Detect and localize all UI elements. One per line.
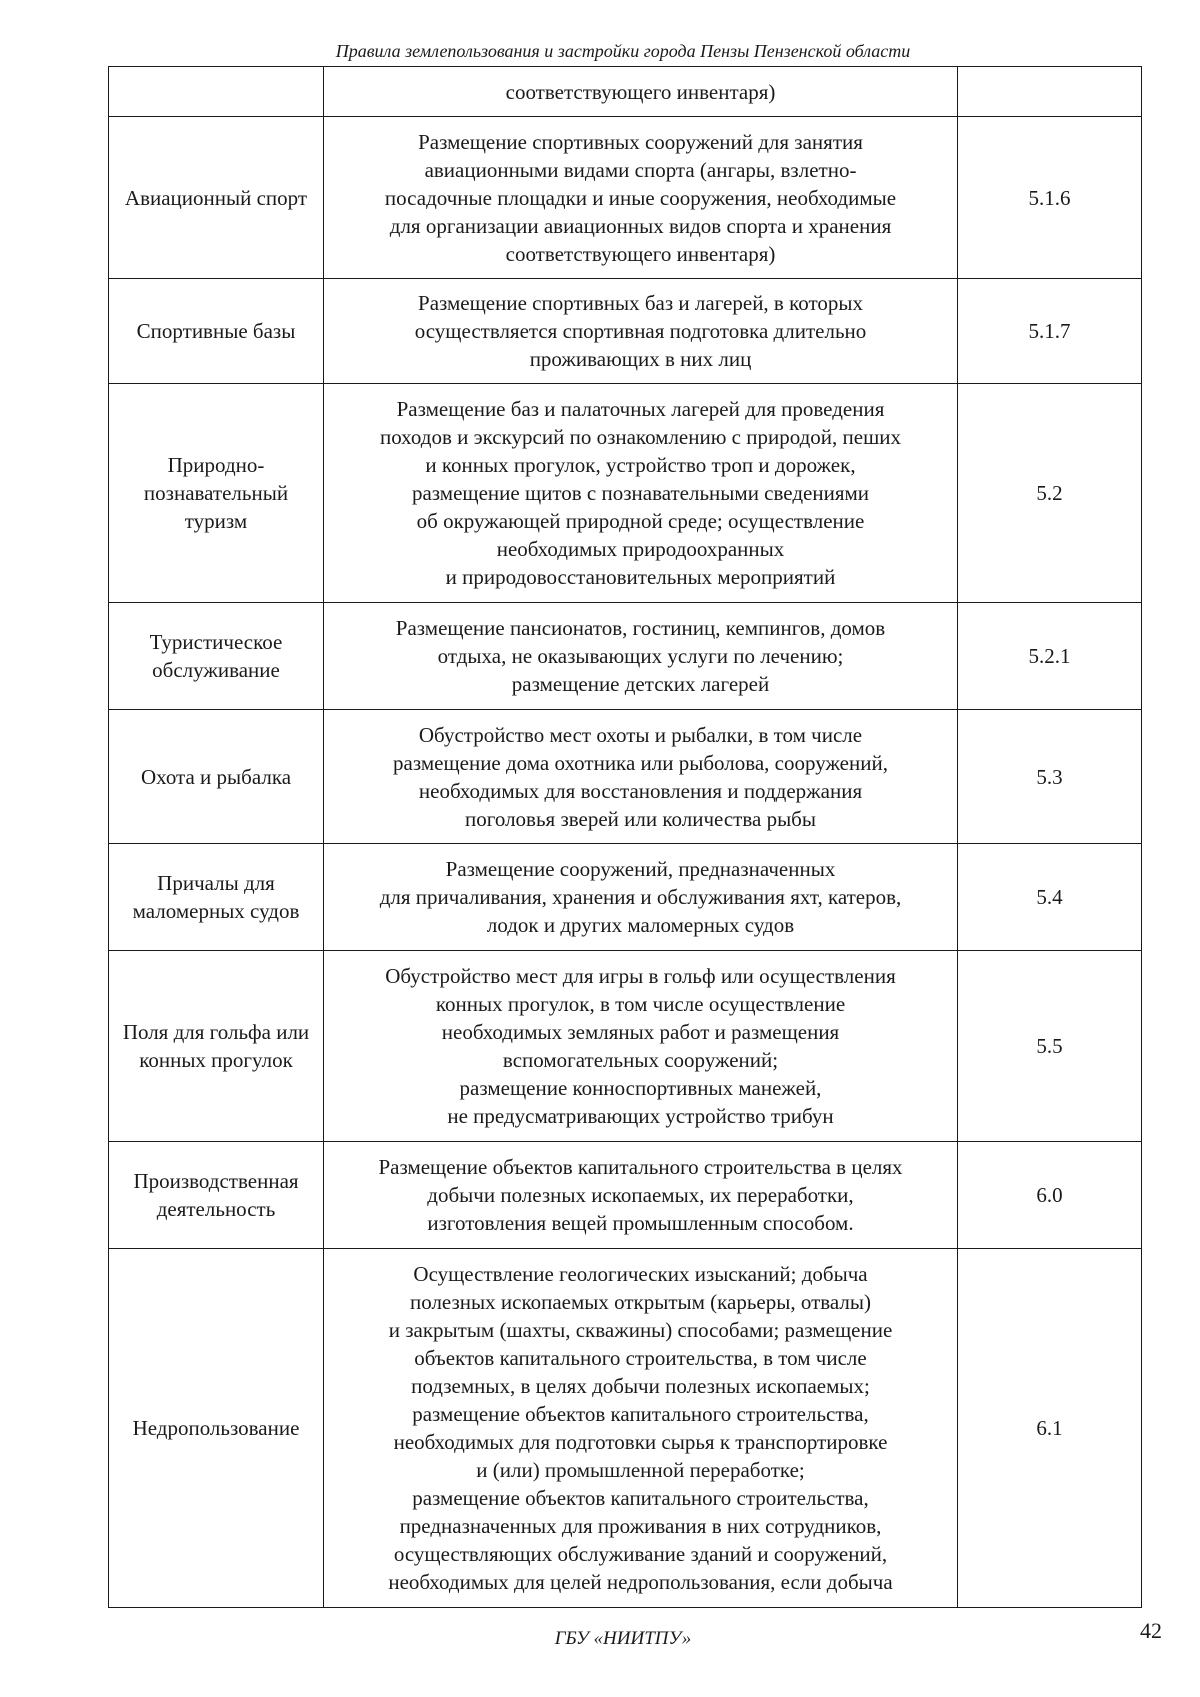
table-body <box>109 67 1142 1608</box>
description-line: Размещение баз и палаточных лагерей для проведения <box>396 397 885 421</box>
description-line: Размещение спортивных баз и лагерей, в которых <box>418 291 863 315</box>
description-line: лодок и других маломерных судов <box>486 913 795 937</box>
description-line: Осуществление геологических изысканий; добыча <box>413 1262 868 1286</box>
description-line: осуществляющих обслуживание зданий и сооружений, <box>393 1542 888 1566</box>
description-line: размещение щитов с познавательными сведениями <box>411 481 870 505</box>
use-type-name <box>109 67 324 117</box>
page-number: 42 <box>1140 1618 1162 1643</box>
description-line: и (или) промышленной переработке; <box>476 1458 805 1482</box>
use-type-name: Причалы для маломерных судов <box>109 844 324 951</box>
classifier-code: 5.1.6 <box>958 117 1142 279</box>
description-line: необходимых для подготовки сырья к транспортировке <box>393 1430 888 1454</box>
description-line: соответствующего инвентаря) <box>505 79 776 104</box>
table-row <box>109 1249 1142 1608</box>
description-line: отдыха, не оказывающих услуги по лечению; <box>437 644 844 668</box>
use-type-name: Авиационный спорт <box>109 117 324 279</box>
description-line: и природовосстановительных мероприятий <box>445 565 836 589</box>
description-line: соответствующего инвентаря) <box>505 241 776 266</box>
description-line: размещение детских лагерей <box>511 672 770 696</box>
description-line: объектов капитального строительства, в том числе <box>414 1346 867 1370</box>
description-line: предназначенных для проживания в них сотрудников, <box>399 1514 882 1538</box>
use-type-description <box>324 951 958 1142</box>
description-line: авиационными видами спорта (ангары, взлетно- <box>424 157 857 182</box>
use-type-name: Спортивные базы <box>109 279 324 384</box>
description-line: поголовья зверей или количества рыбы <box>465 806 816 831</box>
use-type-description <box>324 279 958 384</box>
use-type-name: Недропользование <box>109 1249 324 1608</box>
description-line: Размещение спортивных сооружений для занятия <box>418 129 863 154</box>
table-row <box>109 1142 1142 1249</box>
description-line: подземных, в целях добычи полезных ископаемых; <box>411 1374 870 1398</box>
description-line: размещение объектов капитального строительства, <box>412 1486 869 1510</box>
use-type-description <box>324 117 958 279</box>
use-type-description <box>324 67 958 117</box>
table-row <box>109 67 1142 117</box>
classifier-code: 6.0 <box>958 1142 1142 1249</box>
description-line: добычи полезных ископаемых, их переработки, <box>427 1183 854 1207</box>
classifier-code <box>958 67 1142 117</box>
page-header: Правила землепользования и застройки города Пензы Пензенской области <box>335 41 911 61</box>
description-line: осуществляется спортивная подготовка длительно <box>414 319 867 343</box>
description-line: необходимых земляных работ и размещения <box>441 1020 840 1044</box>
table-row <box>109 279 1142 384</box>
land-use-table <box>108 66 1142 1608</box>
description-line: и конных прогулок, устройство троп и дорожек, <box>425 453 856 477</box>
description-line: проживающих в них лиц <box>529 347 752 371</box>
use-type-description <box>324 710 958 844</box>
use-type-name: Природно-познавательный туризм <box>109 384 324 603</box>
description-line: полезных ископаемых открытым (карьеры, отвалы) <box>409 1290 871 1314</box>
classifier-code: 5.2 <box>958 384 1142 603</box>
description-line: конных прогулок, в том числе осуществление <box>435 992 846 1016</box>
description-line: для организации авиационных видов спорта и хранения <box>389 213 892 238</box>
classifier-code: 6.1 <box>958 1249 1142 1608</box>
use-type-name: Охота и рыбалка <box>109 710 324 844</box>
description-line: посадочные площадки и иные сооружения, необходимые <box>384 185 897 210</box>
description-line: необходимых для целей недропользования, если добыча <box>388 1570 893 1594</box>
use-type-description <box>324 1142 958 1249</box>
description-line: Размещение пансионатов, гостиниц, кемпингов, домов <box>395 616 886 640</box>
use-type-name: Поля для гольфа или конных прогулок <box>109 951 324 1142</box>
use-type-description <box>324 1249 958 1608</box>
use-type-name: Туристическое обслуживание <box>109 603 324 710</box>
table-row <box>109 710 1142 844</box>
description-line: походов и экскурсий по ознакомлению с природой, пеших <box>379 425 902 449</box>
table-row <box>109 951 1142 1142</box>
classifier-code: 5.5 <box>958 951 1142 1142</box>
description-line: не предусматривающих устройство трибун <box>447 1104 834 1128</box>
page-footer: ГБУ «НИИТПУ» <box>554 1628 692 1649</box>
table-row <box>109 603 1142 710</box>
description-line: Обустройство мест для игры в гольф или осуществления <box>385 964 896 988</box>
classifier-code: 5.2.1 <box>958 603 1142 710</box>
description-line: Обустройство мест охоты и рыбалки, в том числе <box>418 722 863 747</box>
description-line: размещение конноспортивных манежей, <box>459 1076 822 1100</box>
description-line: Размещение объектов капитального строительства в целях <box>378 1155 903 1179</box>
description-line: размещение объектов капитального строительства, <box>412 1402 869 1426</box>
description-line: необходимых природоохранных <box>496 537 785 561</box>
use-type-name: Производственная деятельность <box>109 1142 324 1249</box>
use-type-description <box>324 384 958 603</box>
description-line: для причаливания, хранения и обслуживания яхт, катеров, <box>379 885 902 909</box>
description-line: вспомогательных сооружений; <box>502 1048 779 1072</box>
classifier-code: 5.4 <box>958 844 1142 951</box>
description-line: и закрытым (шахты, скважины) способами; размещение <box>388 1318 893 1342</box>
description-line: необходимых для восстановления и поддержания <box>418 778 863 803</box>
use-type-description <box>324 844 958 951</box>
table-row <box>109 844 1142 951</box>
description-line: об окружающей природной среде; осуществление <box>416 509 865 533</box>
table-row <box>109 117 1142 279</box>
use-type-description <box>324 603 958 710</box>
classifier-code: 5.1.7 <box>958 279 1142 384</box>
classifier-code: 5.3 <box>958 710 1142 844</box>
description-line: Размещение сооружений, предназначенных <box>445 857 836 881</box>
table-row <box>109 384 1142 603</box>
description-line: размещение дома охотника или рыболова, сооружений, <box>393 750 888 775</box>
description-line: изготовления вещей промышленным способом. <box>427 1211 854 1235</box>
